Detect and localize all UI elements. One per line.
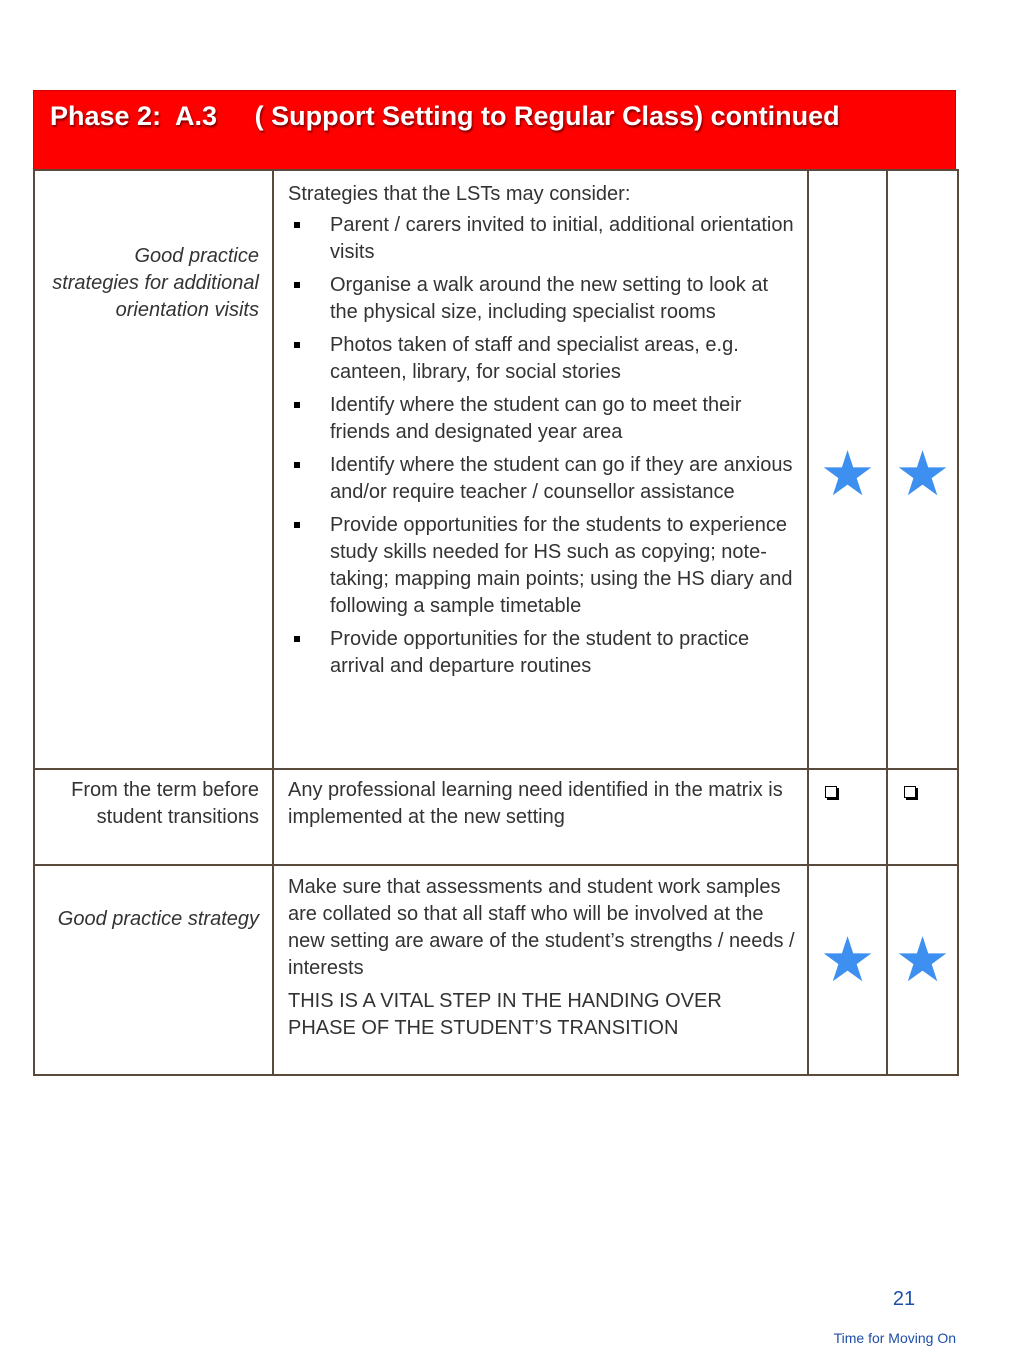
strategy-cell [273,769,808,865]
list-item: Identify where the student can go to meet their friends and designated year area [288,392,795,446]
star-icon: ★ [894,440,951,509]
list-item: Provide opportunities for the students to experience study skills needed for HS such as copying; note-taking; mapping main points; using the HS diary and following a sample timetable [288,512,795,620]
list-item: Provide opportunities for the student to practice arrival and departure routines [288,626,795,680]
strategy-cell [273,170,808,769]
strategy-paragraph: Make sure that assessments and student work samples are collated so that all staff who will be involved at the new setting are aware of the student’s strengths / needs / interests [288,876,795,979]
table-row [34,865,958,1075]
row-label-cell [34,769,273,865]
star-icon: ★ [819,926,876,995]
mark-cell [887,865,958,1075]
list-item: Identify where the student can go if they are anxious and/or require teacher / counsellor assistance [288,452,795,506]
star-icon: ★ [819,440,876,509]
mark-cell [808,170,887,769]
strategy-paragraph: THIS IS A VITAL STEP IN THE HANDING OVER PHASE OF THE STUDENT’S TRANSITION [288,990,722,1039]
list-item: Parent / carers invited to initial, additional orientation visits [288,212,795,266]
page-title: Phase 2: A.3 ( Support Setting to Regular Class) continued [50,101,840,131]
page-number: 21 [892,1288,916,1310]
row-label: Good practice strategy [57,908,259,930]
list-item: Photos taken of staff and specialist areas, e.g. canteen, library, for social stories [288,332,795,386]
strategy-cell [273,865,808,1075]
row-label-cell [34,865,273,1075]
page-header-bar [33,90,956,170]
strategy-intro: Strategies that the LSTs may consider: [288,183,631,205]
row-label: From the term before student transitions [71,779,259,828]
checkbox-icon[interactable] [825,786,837,798]
star-icon: ★ [894,926,951,995]
strategy-list [288,212,795,680]
list-item: Organise a walk around the new setting to look at the physical size, including specialist rooms [288,272,795,326]
mark-cell [887,769,958,865]
mark-cell [808,865,887,1075]
table-row [34,769,958,865]
mark-cell [808,769,887,865]
footer-title: Time for Moving On [833,1330,956,1346]
row-label: Good practice strategies for additional orientation visits [52,245,259,321]
table-row [34,170,958,769]
row-label-cell [34,170,273,769]
strategy-table [33,169,959,1076]
strategy-text: Any professional learning need identified in the matrix is implemented at the new setting [288,779,783,828]
checkbox-icon[interactable] [904,786,916,798]
mark-cell [887,170,958,769]
